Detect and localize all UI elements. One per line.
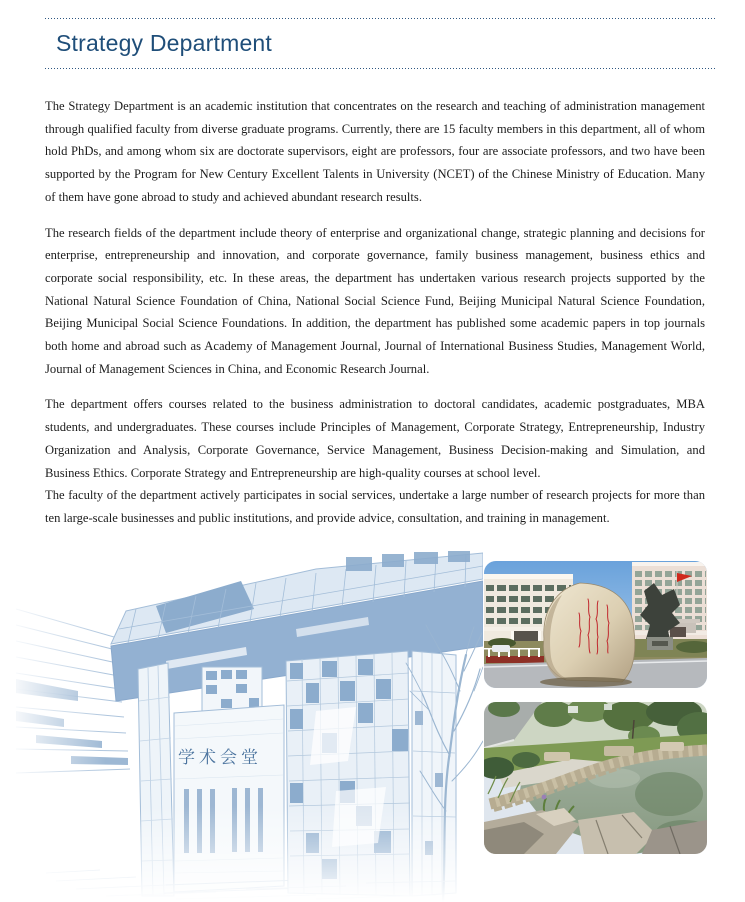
left-fade bbox=[16, 551, 106, 902]
intro-paragraph: The Strategy Department is an academic institution that concentrates on the research and teaching of administration management through qualified faculty from diverse graduate programs. Currently, there are 15 faculty members in this department, all of whom hold PhDs, and among whom six are doctorate supervisors, eight are professors, four are associate professors, and two have been supported by the Program for New Century Excellent Talents in University (NCET) of the Chinese Ministry of Education. Many of them have gone abroad to study and achieved abundant research results. bbox=[45, 99, 705, 204]
research-paragraph: The research fields of the department include theory of enterprise and organizational change, strategic planning and decisions for enterprise, entrepreneurship and innovation, and corporate governance, family business management, business ethics and corporate social responsibility, etc. In these areas, the department has undertaken various research projects supported by the National Natural Science Foundation of China, National Social Science Fund, Beijing Municipal Natural Science Foundation, Beijing Municipal Social Science Foundations. In addition, the department has published some academic papers in top journals both home and abroad such as Academy of Management Journal, Journal of International Business Studies, Management World, Journal of Management Sciences in China, and Economic Research Journal. bbox=[45, 225, 705, 376]
article-body bbox=[45, 95, 705, 543]
campus-pond-photo bbox=[484, 702, 707, 854]
sketch-caption: 学术会堂 bbox=[178, 748, 262, 768]
academic-hall-sketch bbox=[16, 551, 483, 902]
page-title: Strategy Department bbox=[56, 30, 273, 56]
services-paragraph: The faculty of the department actively participates in social services, undertake a large number of research projects for more than ten large-scale businesses and public institutions, and provide advice, consultation, and training in management. bbox=[45, 488, 705, 525]
courses-paragraph: The department offers courses related to the business administration to doctoral candidates, academic postgraduates, MBA students, and undergraduates. These courses include Principles of Management, Corporate Strategy, Entrepreneurship, Industry Organization and Analysis, Corporate Governance, Service Management, Business Decision-making and Simulation, and Business Ethics. Corporate Strategy and Entrepreneurship are high-quality courses at school level. bbox=[45, 397, 705, 480]
top-dotted-rule bbox=[45, 18, 717, 20]
campus-stone-photo bbox=[484, 561, 707, 688]
header-dotted-rule bbox=[45, 68, 717, 70]
